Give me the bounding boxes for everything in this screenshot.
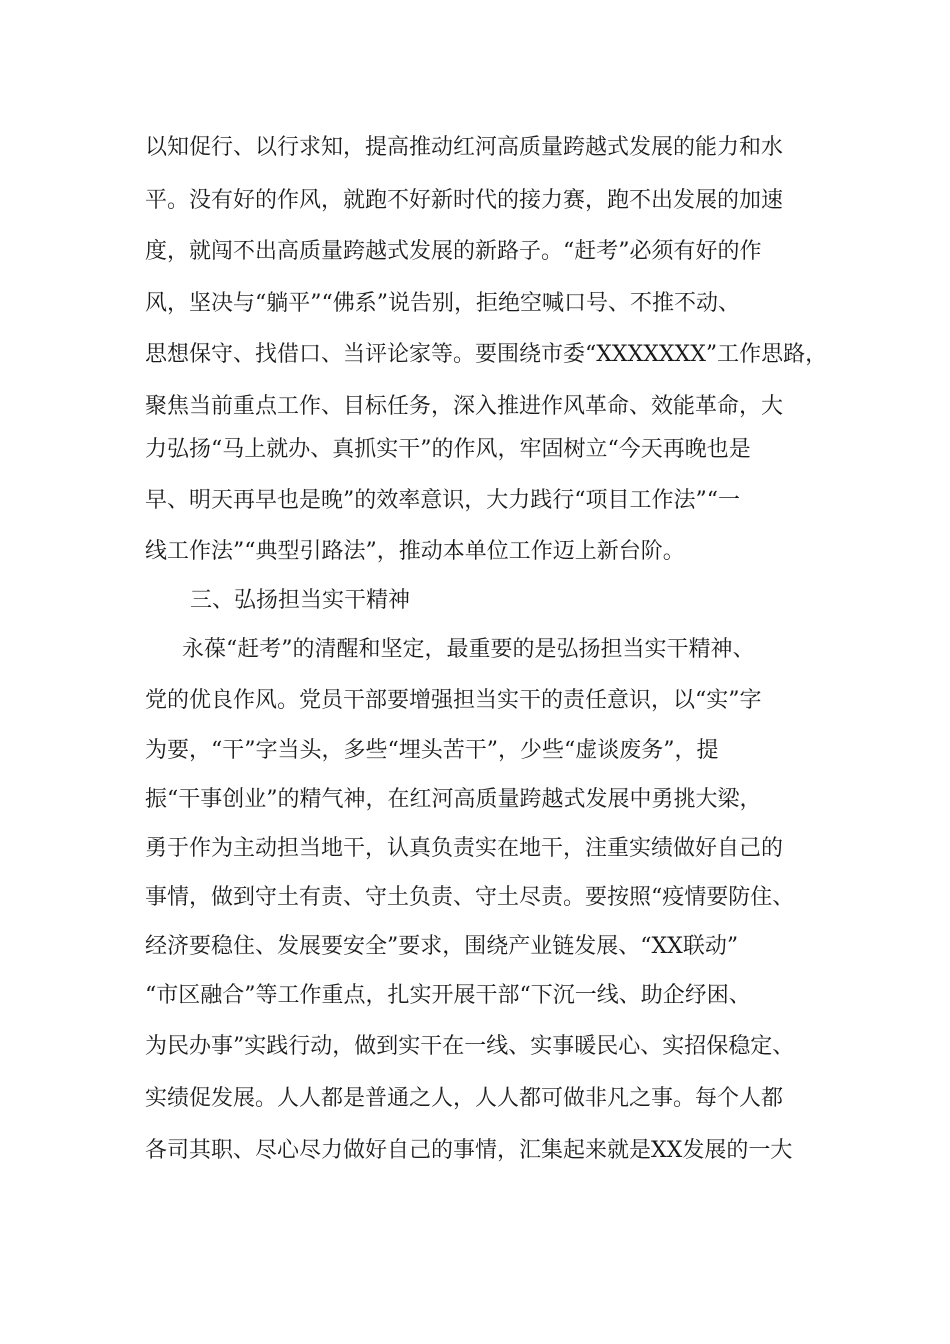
body-text-line: 度，就闯不出高质量跨越式发展的新路子。“赶考”必须有好的作 — [145, 239, 762, 264]
section-heading: 三、弘扬担当实干精神 — [190, 588, 411, 613]
body-text-line: 实绩促发展。人人都是普通之人，人人都可做非凡之事。每个人都 — [145, 1086, 784, 1111]
body-text-line: 以知促行、以行求知，提高推动红河高质量跨越式发展的能力和水 — [145, 135, 784, 160]
body-text-line: 事情，做到守土有责、守土负责、守土尽责。要按照“疫情要防住、 — [145, 885, 795, 910]
body-text-line: 聚焦当前重点工作、目标任务，深入推进作风革命、效能革命，大 — [145, 394, 784, 419]
body-text-line: 各司其职、尽心尽力做好自己的事情，汇集起来就是XX发展的一大 — [145, 1138, 793, 1163]
body-text-line: 经济要稳住、发展要安全”要求，围绕产业链发展、“XX联动” — [145, 934, 739, 959]
body-text-line: 风，坚决与“躺平”“佛系”说告别，拒绝空喊口号、不推不动、 — [145, 291, 740, 316]
body-text-line: “市区融合”等工作重点，扎实开展干部“下沉一线、助企纾困、 — [145, 983, 751, 1008]
body-text-line: 线工作法”“典型引路法”，推动本单位工作迈上新台阶。 — [145, 539, 685, 564]
body-text-line: 思想保守、找借口、当评论家等。要围绕市委“XXXXXXX”工作思路， — [145, 342, 828, 367]
body-text-line: 早、明天再早也是晚”的效率意识，大力践行“项目工作法”“一 — [145, 488, 740, 513]
body-text-line: 党的优良作风。党员干部要增强担当实干的责任意识，以“实”字 — [145, 688, 762, 713]
body-text-line: 勇于作为主动担当地干，认真负责实在地干，注重实绩做好自己的 — [145, 836, 784, 861]
body-text-line: 为民办事”实践行动，做到实干在一线、实事暖民心、实招保稳定、 — [145, 1034, 795, 1059]
body-text-line: 为要，“干”字当头，多些“埋头苦干”，少些“虚谈废务”，提 — [145, 738, 719, 763]
body-text-line: 平。没有好的作风，就跑不好新时代的接力赛，跑不出发展的加速 — [145, 188, 784, 213]
body-text-line: 力弘扬“马上就办、真抓实干”的作风，牢固树立“今天再晚也是 — [145, 437, 751, 462]
body-text-line: 永葆“赶考”的清醒和坚定，最重要的是弘扬担当实干精神、 — [182, 637, 755, 662]
body-text-line: 振“干事创业”的精气神，在红河高质量跨越式发展中勇挑大梁， — [145, 787, 762, 812]
